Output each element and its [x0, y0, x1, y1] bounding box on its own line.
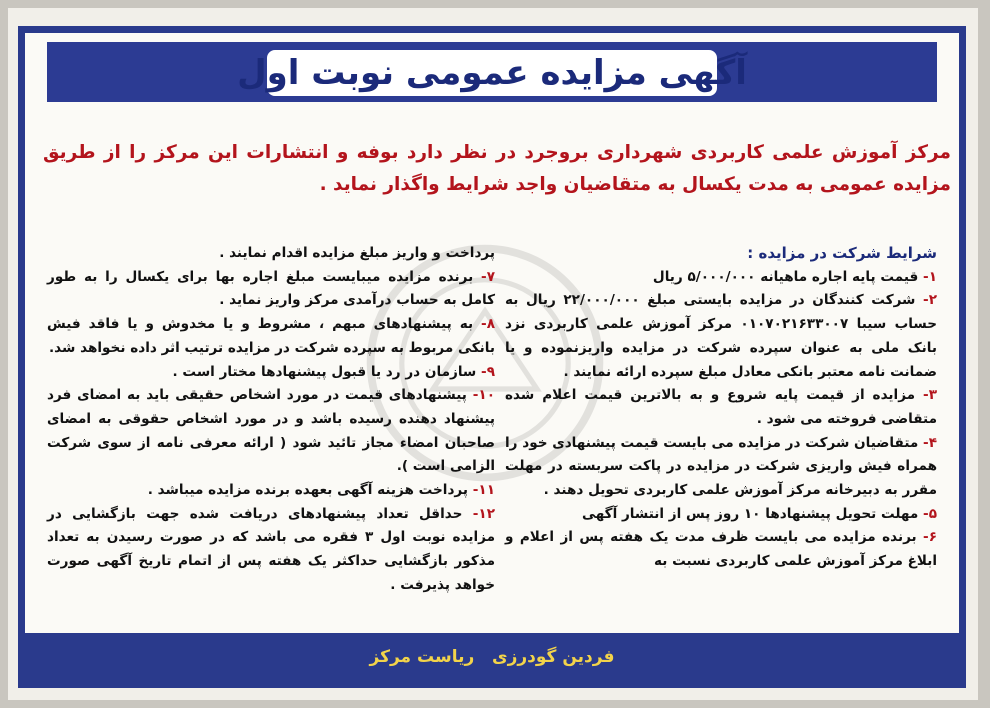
item-text: شرکت کنندگان در مزایده بایستی مبلغ ۲۲/۰۰۰/۰۰۰ ریال به حساب سیبا ۰۱۰۷۰۲۱۶۳۳۰۰۷ مرکز آموزش علمی کاربردی نزد بانک ملی به عنوان سپرده شرکت در مزایده واریزنموده و یا ضمانت نامه معتبر بانکی معادل مبلغ سپرده ارائه نمایند . [505, 292, 937, 380]
item-text: مهلت تحویل پیشنهادها ۱۰ روز پس از انتشار آگهی [581, 505, 919, 522]
item-text: پرداخت هزینه آگهی بعهده برنده مزایده میباشد . [147, 482, 468, 499]
item-text: پیشنهادهای قیمت در مورد اشخاص حقیقی باید به امضای فرد پیشنهاد دهنده رسیده باشد و در مورد اشخاص حقوقی به امضای صاحبان امضاء مجاز تائید شود ( ارائه معرفی نامه از سوی شرکت الزامی است ). [47, 387, 495, 475]
ad-title: آگهی مزایده عمومی نوبت اول [237, 53, 747, 93]
item-text: سازمان در رد یا قبول پیشنهادها مختار است . [172, 363, 477, 380]
item-text: به پیشنهادهای مبهم ، مشروط و یا مخدوش و یا فاقد فیش بانکی مربوط به سپرده شرکت در مزایده ترتیب اثر داده نخواهد شد. [47, 316, 495, 356]
conditions-column-right [505, 242, 937, 574]
item-text: برنده مزایده می بایست ظرف مدت یک هفته پس از اعلام و ابلاغ مرکز آموزش علمی کاربردی نسبت به [505, 529, 937, 570]
conditions-heading: شرایط شرکت در مزایده : [747, 244, 937, 262]
item-number: ۶- [923, 529, 938, 546]
item-number: ۹- [481, 363, 495, 380]
item-number: ۵- [923, 505, 937, 522]
newspaper-page [8, 8, 978, 700]
signature-text: فردین گودرزی ریاست مرکز [369, 647, 615, 667]
title-box [237, 50, 747, 96]
condition-item [505, 289, 937, 384]
item-number: ۳- [923, 387, 938, 404]
signature-bar [25, 633, 959, 681]
condition-item [505, 503, 937, 527]
condition-item [505, 266, 937, 290]
condition-item [47, 503, 495, 598]
condition-item [47, 479, 495, 503]
condition-item [505, 526, 937, 573]
item-number: ۱۲- [472, 505, 496, 522]
item-text: برنده مزایده میبایست مبلغ اجاره بها برای یکسال را به طور کامل به حساب درآمدی مرکز واریز نماید . [47, 268, 495, 309]
item-number: ۷- [481, 268, 495, 285]
advertisement-frame [18, 26, 966, 688]
conditions-column-left [47, 242, 495, 598]
item-text: قیمت پایه اجاره ماهیانه ۵/۰۰۰/۰۰۰ ریال [652, 268, 919, 285]
item-number: ۸- [481, 316, 495, 333]
item-number: ۲- [923, 292, 937, 309]
condition-item [505, 384, 937, 431]
item-number: ۱۱- [472, 482, 495, 499]
continuation-text: پرداخت و واریز مبلغ مزایده اقدام نمایند . [219, 245, 495, 261]
item-text: متقاضیان شرکت در مزایده می بایست قیمت پیشنهادی خود را همراه فیش واریزی شرکت در مزایده در پاکت سربسته در مهلت مقرر به دبیرخانه مرکز آموزش علمی کاربردی تحویل دهند . [505, 434, 937, 499]
item-text: حداقل تعداد پیشنهادهای دریافت شده جهت بازگشایی در مزایده نوبت اول ۳ فقره می باشد که در صورت رسیدن به تعداد مذکور بازگشایی حداکثر یک هفته پس از اتمام تاریخ آگهی صورت خواهد پذیرفت . [47, 505, 495, 593]
item-text: مزایده از قیمت پایه شروع و به بالاترین قیمت اعلام شده متقاضی فروخته می شود . [505, 387, 937, 427]
item-number: ۱۰- [472, 387, 495, 404]
item-number: ۴- [923, 434, 938, 451]
intro-paragraph: مرکز آموزش علمی کاربردی شهرداری بروجرد در نظر دارد بوفه و انتشارات این مرکز را از طریق مزایده عمومی به مدت یکسال به متقاضیان واجد شرایط واگذار نماید . [43, 142, 951, 195]
condition-item [47, 384, 495, 479]
condition-item [47, 313, 495, 360]
condition-item [47, 266, 495, 313]
item-number: ۱- [923, 268, 937, 285]
condition-item [47, 361, 495, 385]
condition-item [505, 432, 937, 503]
title-banner [47, 42, 937, 102]
